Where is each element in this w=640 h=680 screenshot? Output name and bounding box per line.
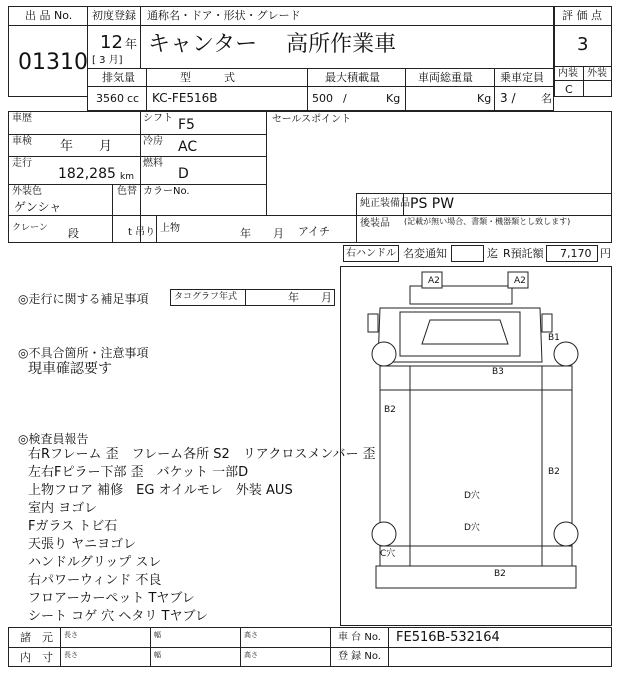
dims-width-label: 幅 (154, 631, 161, 639)
diagram-label: B2 (494, 569, 506, 579)
gross-weight-label: 車両総重量 (418, 71, 473, 84)
capacity-unit: 名 (541, 92, 552, 105)
max-load-label: 最大積載量 (325, 71, 380, 84)
yen-label: 円 (600, 247, 611, 260)
mileage-supplement-label: ◎走行に関する補足事項 (18, 292, 149, 306)
diagram-label: D穴 (464, 523, 480, 533)
inspector-line: 右Rフレーム 歪 フレーム各所 S2 リアクロスメンバー 歪 (28, 447, 376, 462)
shift-value: F5 (178, 117, 195, 133)
dims-height-label: 高さ (244, 631, 258, 639)
diagram-label: B3 (492, 367, 504, 377)
tachograph-label: タコグラフ年式 (174, 292, 238, 302)
inspection-value: 年 月 (60, 139, 113, 154)
registration-year: 12 (100, 32, 123, 53)
aftermarket-note: (記載が無い場合、書類・機器類とし致します) (404, 217, 571, 226)
inspector-line: 室内 ヨゴレ (28, 501, 98, 516)
interior-length-label: 長さ (64, 651, 78, 659)
color-code-label: カラーNo. (143, 186, 190, 197)
inspector-line: フロアーカーペット Tヤブレ (28, 591, 195, 606)
inspector-line: ハンドルグリップ スレ (28, 555, 162, 570)
color-change-label: 色替 (117, 186, 137, 197)
crane-step: 段 (68, 227, 79, 240)
inspector-line: シート コゲ 穴 ヘタリ Tヤブレ (28, 609, 208, 624)
genuine-equipment-label: 純正装備品 (360, 198, 410, 209)
diagram-label: D穴 (464, 491, 480, 501)
name-change-box (451, 245, 484, 262)
genuine-equipment-value: PS PW (410, 196, 455, 212)
inspector-line: 天張り ヤニヨゴレ (28, 537, 137, 552)
chassis-number: FE516B-532164 (396, 630, 500, 645)
recycle-label: R預託額 (503, 247, 544, 260)
diagram-label: A2 (514, 276, 526, 286)
capacity-value: 3 / (500, 91, 516, 105)
registration-label: 登 録 No. (338, 651, 381, 662)
inspector-line: Fガラス トビ石 (28, 519, 118, 534)
tachograph-value: 年 月 (288, 291, 332, 304)
right-hand-label: 右ハンドル (346, 248, 396, 259)
aftermarket-label: 後装品 (360, 218, 390, 229)
dims-label: 諸 元 (20, 631, 53, 644)
max-load-unit: Kg (386, 92, 401, 105)
diagram-label: A2 (428, 276, 440, 286)
lot-label: 出 品 No. (25, 9, 73, 22)
first-registration-label: 初度登録 (92, 9, 136, 22)
inspection-label: 車検 (12, 136, 32, 147)
zero-label: 迄 (487, 247, 498, 260)
interior-label: 内装 (558, 68, 578, 79)
diagram-label: C穴 (380, 549, 396, 559)
inspector-line: 右パワーウィンド 不良 (28, 573, 162, 588)
displacement-value: 3560 (96, 92, 124, 105)
model-type-value: KC-FE516B (152, 91, 218, 105)
capacity-label: 乗車定員 (500, 71, 544, 84)
model-name-label: 通称名・ドア・形状・グレード (147, 9, 301, 22)
defects-label: ◎不具合箇所・注意事項 (18, 346, 149, 360)
history-label: 車歴 (12, 113, 32, 124)
displacement-unit: cc (127, 92, 140, 105)
rating-label: 評 価 点 (562, 9, 602, 22)
recycle-value: 7,170 (560, 247, 592, 260)
deck-maker: アイチ (298, 225, 331, 238)
deck-value: 年 月 (240, 227, 284, 240)
inspector-label: ◎検査員報告 (18, 432, 89, 446)
defects-text: 現車確認要す (28, 361, 112, 377)
max-load-slash: / (343, 92, 347, 105)
interior-width-label: 幅 (154, 651, 161, 659)
model-type-label: 型 式 (180, 71, 235, 84)
rating-value: 3 (577, 34, 589, 55)
fuel-label: 燃料 (143, 158, 163, 169)
selling-points-label: セールスポイント (272, 114, 352, 125)
exterior-color-label: 外装色 (12, 186, 42, 197)
lot-number: 01310 (18, 50, 88, 75)
mileage-unit: km (120, 172, 134, 182)
gross-weight-unit: Kg (477, 92, 492, 105)
diagram-label: B1 (548, 333, 560, 343)
max-load-value: 500 (312, 92, 333, 105)
inspector-line: 上物フロア 補修 EG オイルモレ 外装 AUS (28, 483, 293, 498)
shift-label: シフト (143, 113, 173, 124)
exterior-color-value: ゲンシャ (14, 200, 62, 214)
mileage-label: 走行 (12, 158, 32, 169)
inspector-line: 左右Fピラー下部 歪 バケット 一部D (28, 465, 249, 480)
interior-height-label: 高さ (244, 651, 258, 659)
fuel-value: D (178, 166, 189, 182)
vehicle-diagram (340, 266, 612, 626)
car-name: キャンター 高所作業車 (148, 32, 397, 57)
registration-month: [ 3 月] (92, 55, 123, 66)
dims-length-label: 長さ (64, 631, 78, 639)
crane-label: クレーン (12, 223, 48, 233)
displacement-label: 排気量 (102, 71, 135, 84)
registration-year-unit: 年 (125, 37, 138, 51)
interior-dims-label: 内 寸 (20, 651, 53, 664)
aircon-label: 冷房 (143, 136, 163, 147)
diagram-label: B2 (548, 467, 560, 477)
diagram-label: B2 (384, 405, 396, 415)
chassis-label: 車 台 No. (338, 632, 381, 643)
aircon-value: AC (178, 139, 198, 155)
name-change-label: 名変通知 (403, 247, 447, 260)
mileage-value: 182,285 (58, 166, 116, 182)
interior-grade: C (565, 83, 573, 96)
crane-lift: t 吊り (128, 227, 156, 238)
deck-label: 上物 (160, 223, 180, 234)
exterior-label: 外装 (587, 68, 607, 79)
